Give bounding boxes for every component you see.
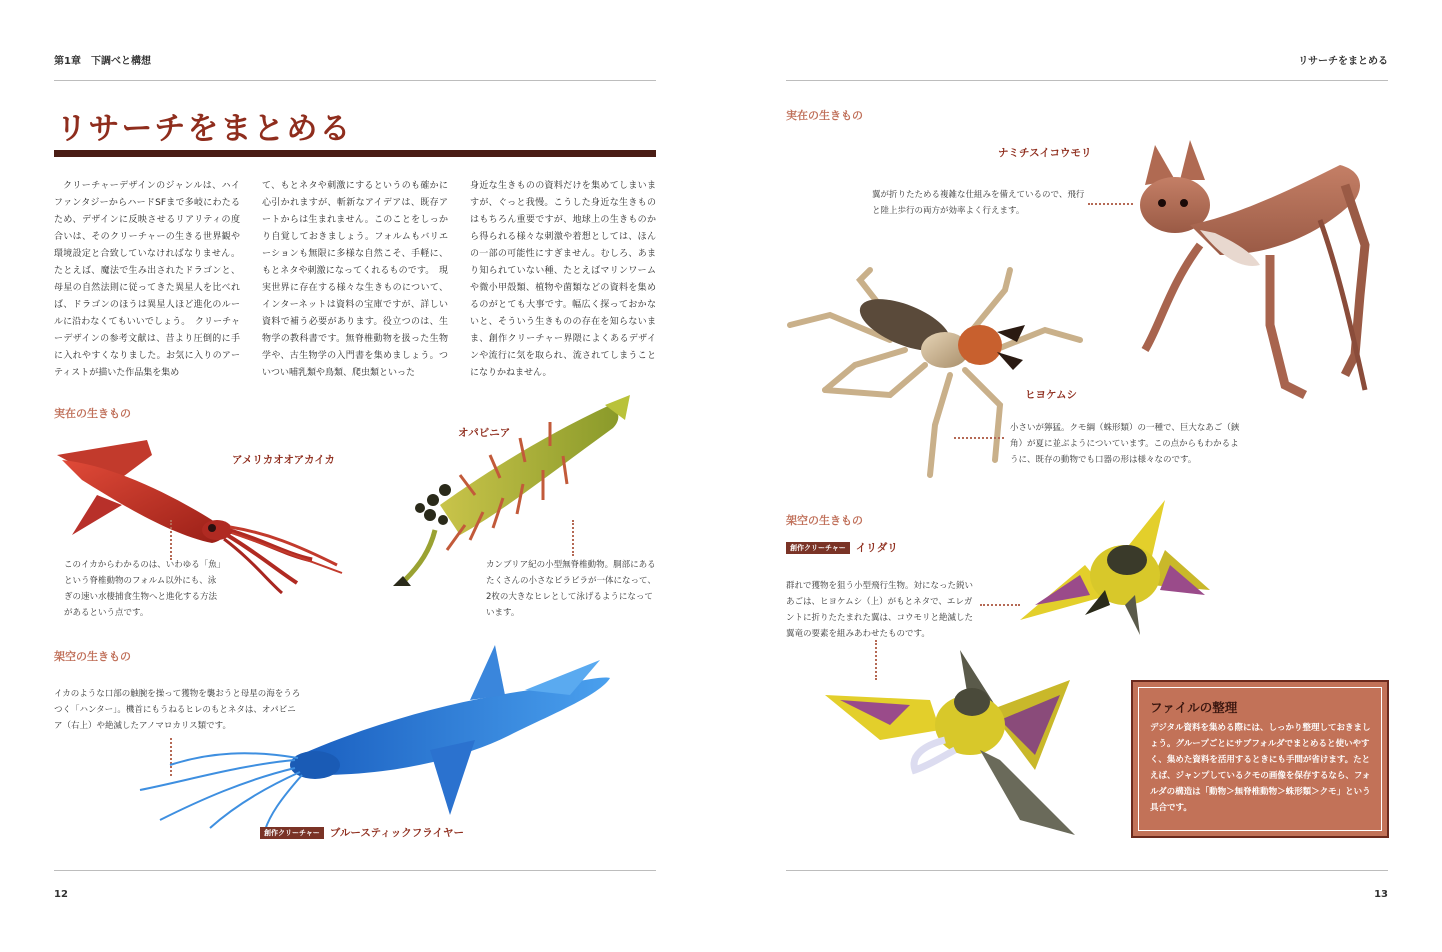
box-title: ファイルの整理 xyxy=(1150,700,1238,715)
body-column-2: て、もとネタや刺激にするというのも確かに心引かれますが、斬新なアイデアは、既存アートからは生まれません。このことをしっかり自覚しておきましょう。フォルムもバリエーションも無限に多様な自然こそ、手軽に、もとネタや刺激になってくれるものです。 現実世界に存在する様々な生きものについて、インターネットは資料の宝庫ですが、詳しい資料で補う必要があります。役立つのは、生物学の教科書です。無脊椎動物を扱った生物学や、古生物学の入門書を集めましょう。ついつい哺乳類や鳥類、爬虫類といった xyxy=(262,181,448,378)
file-organization-box xyxy=(1131,680,1389,838)
running-head-left: 第1章 下調べと構想 xyxy=(54,56,151,67)
squid-caption: このイカからわかるのは、いわゆる「魚」という脊椎動物のフォルム以外にも、泳ぎの速い水棲捕食生物へと進化する方法があるという点です。 xyxy=(64,560,221,618)
iridari-caption: 群れで獲物を狙う小型飛行生物。対になった鋭いあごは、ヒヨケムシ（上）がもとネタで、エレガントに折りたたまれた翼は、コウモリと絶滅した翼竜の要素を組みあわせたものです。 xyxy=(786,581,974,639)
blue-creature-label xyxy=(260,825,464,840)
section-heading-fiction-right: 架空の生きもの xyxy=(786,514,863,527)
solifuge-name: ヒヨケムシ xyxy=(1025,389,1077,401)
blue-creature-name: ブルースティックフライヤー xyxy=(329,827,464,839)
page-number-right: 13 xyxy=(1374,889,1388,900)
squid-name: アメリカオオアカイカ xyxy=(232,454,335,466)
iridari-tag: 創作クリーチャー xyxy=(786,542,850,554)
bat-caption: 翼が折りたためる複雑な仕組みを備えているので、飛行と陸上歩行の両方が効率よく行えます。 xyxy=(872,190,1085,216)
body-column-3: 身近な生きものの資料だけを集めてしまいますが、ぐっと我慢。こうした身近な生きものはもちろん重要ですが、地球上の生きものから得られる様々な刺激や着想としては、ほんの一部の可能性にすぎません。むしろ、あまり知られていない種、たとえばマリンワームや微小甲殻類、植物や菌類などの資料を集めるのがとても大事です。幅広く探っておかないと、そういう生きものの存在を知らないまま、創作クリーチャー界隈によくあるデザインや流行に気を取られ、流されてしまうことになりかねません。 xyxy=(470,181,656,378)
solifuge-caption: 小さいが獰猛。クモ綱（蛛形類）の一種で、巨大なあご（鋏角）が夏に並ぶようについています。この点からもわかるように、既存の動物でも口器の形は様々なのです。 xyxy=(1010,423,1240,465)
bat-name: ナミチスイコウモリ xyxy=(998,147,1092,159)
opabinia-name: オパビニア xyxy=(458,427,511,439)
page-title: リサーチをまとめる xyxy=(56,111,353,147)
iridari-illustration-2 xyxy=(820,640,1080,840)
section-heading-real-right: 実在の生きもの xyxy=(786,109,863,122)
header-rule-right xyxy=(786,80,1388,81)
blue-creature-caption: イカのような口部の触腕を操って獲物を襲おうと母星の海をうろつく「ハンター」。機首にもうねるヒレのもとネタは、オパビニア（右上）や絶滅したアノマロカリス類です。 xyxy=(54,689,301,731)
blue-stick-flyer-illustration xyxy=(130,640,630,830)
iridari-label xyxy=(786,540,898,555)
bat-illustration xyxy=(1120,125,1390,415)
footer-rule-right xyxy=(786,870,1388,871)
opabinia-caption: カンブリア紀の小型無脊椎動物。胴部にあるたくさんの小さなビラビラが一体になって、2枚の大きなヒレとして泳げるようになっています。 xyxy=(486,560,656,618)
opabinia-leader-line xyxy=(572,520,574,556)
body-column-1: クリーチャーデザインのジャンルは、ハイファンタジーからハードSFまで多岐にわたるため、デザインに反映させるリアリティの度合いは、そのクリーチャーの生きる世界観や環境設定と合致していなければなりません。たとえば、魔法で生み出されたドラゴンと、母星の自然法則に従ってきた異星人を比べれば、ドラゴンのほうは異星人ほど進化のルールに沿わなくてもいいでしょう。 クリーチャーデザインの参考文献は、昔より圧倒的に手に入れやすくなりました。お気に入りのアーティストが描いた作品集を集め xyxy=(54,181,240,378)
footer-rule-left xyxy=(54,870,656,871)
page-number-left: 12 xyxy=(54,889,68,900)
box-text: デジタル資料を集める際には、しっかり整理しておきましょう。グループごとにサブフォルダでまとめると使いやすく、集めた資料を活用するときにも手間が省けます。たとえば、ジャンプしているクモの画像を保存するなら、フォルダの構造は「動物＞無脊椎動物＞蛛形類＞クモ」という具合です。 xyxy=(1150,723,1371,813)
title-bar xyxy=(54,150,656,157)
solifuge-leader-line xyxy=(954,437,1004,439)
header-rule-left xyxy=(54,80,656,81)
squid-leader-line xyxy=(170,520,172,560)
iridari-name: イリダリ xyxy=(855,542,898,554)
iridari-illustration xyxy=(1015,495,1215,645)
iridari-leader-line-h xyxy=(980,604,1020,606)
section-heading-fiction-left: 架空の生きもの xyxy=(54,650,131,663)
blue-creature-tag: 創作クリーチャー xyxy=(260,827,324,839)
running-head-right: リサーチをまとめる xyxy=(1298,56,1388,67)
section-heading-real-left: 実在の生きもの xyxy=(54,407,131,420)
